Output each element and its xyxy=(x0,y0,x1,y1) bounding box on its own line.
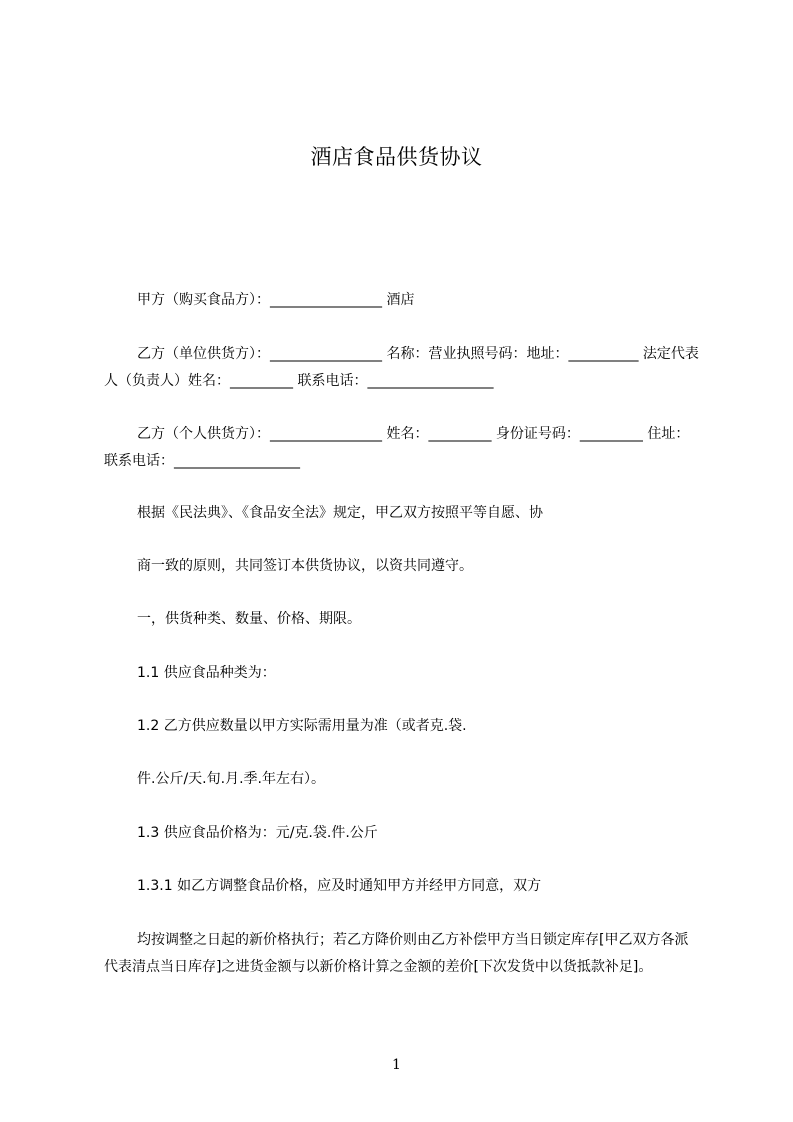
clause-1-2-line-1: 1.2 乙方供应数量以甲方实际需用量为准（或者克.袋. xyxy=(137,718,467,734)
party-b-individual-paragraph: 乙方（个人供货方）：________________ 姓名：_________ 身份证号码：_________ 住址：联系电话：__________________ xyxy=(104,426,690,469)
preamble-line-1: 根据《民法典》、《食品安全法》规定，甲乙双方按照平等自愿、协 xyxy=(137,505,543,521)
party-a-line: 甲方（购买食品方）：________________ 酒店 xyxy=(137,292,415,308)
clause-1-3: 1.3 供应食品价格为：元/克.袋.件.公斤 xyxy=(137,825,378,841)
preamble-line-2: 商一致的原则，共同签订本供货协议，以资共同遵守。 xyxy=(137,558,473,574)
party-b-company-paragraph: 乙方（单位供货方）：________________ 名称：营业执照号码：地址：__________ 法定代表人（负责人）姓名：_________ 联系电话：__________________ xyxy=(104,346,699,389)
section-1-heading: 一，供货种类、数量、价格、期限。 xyxy=(137,611,361,627)
clause-1-1: 1.1 供应食品种类为： xyxy=(137,665,276,681)
clause-1-3-1-line-1: 1.3.1 如乙方调整食品价格，应及时通知甲方并经甲方同意，双方 xyxy=(137,878,542,894)
clause-1-3-1-continuation: 均按调整之日起的新价格执行；若乙方降价则由乙方补偿甲方当日锁定库存[甲乙双方各派代表清点当日库存]之进货金额与以新价格计算之金额的差价[下次发货中以货抵款补足]。 xyxy=(104,932,689,975)
clause-1-2-line-2: 件.公斤/天.旬.月.季.年左右）。 xyxy=(137,771,325,787)
document-title: 酒店食品供货协议 xyxy=(310,145,483,169)
page-number: 1 xyxy=(392,1057,401,1073)
